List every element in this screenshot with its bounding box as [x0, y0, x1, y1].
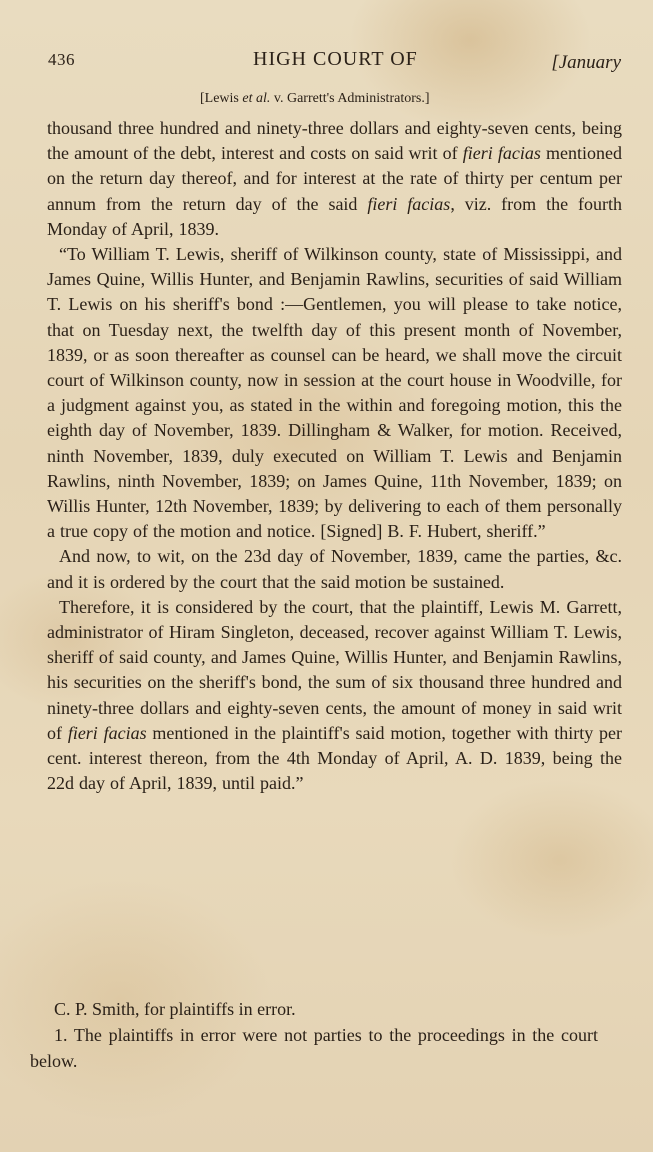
p4-text-c: mentioned in the plaintiff's said motion, together with thirty per cent. interest thereon, from the 4th Monday of April, A. D. 1839, being the 22d day of April, 1839, until paid.”: [47, 722, 623, 794]
p1-text-e: , viz. from the fourth Monday of April, 1839.: [47, 193, 622, 239]
counsel-line: C. P. Smith, for plaintiffs in error.: [54, 999, 296, 1019]
paragraph-3-order: And now, to wit, on the 23d day of November, 1839, came the parties, &c. and it is ordered by the court that the said motion be sustained.: [47, 546, 622, 592]
page-header: [48, 46, 623, 76]
caption-open: [Lewis: [200, 91, 243, 106]
p1-text-c: mentioned on the return day thereof, and for interest at the rate of thirty per centum per annum from the return day of the said: [47, 143, 622, 214]
p4-fieri-facias: fieri facias: [67, 722, 147, 743]
p4-text-a: Therefore, it is considered by the court, that the plaintiff, Lewis M. Garrett, administrator of Hiram Singleton, deceased, recover against William T. Lewis, sheriff of said county, and James Quine, Willis Hunter, and Benjamin Rawlins, his securities on the sheriff's bond, the sum of six thousand three hundred and ninety-three dollars and eighty-seven cents, the amount of money in said writ of: [47, 596, 622, 743]
p1-text-a: thousand three hundred and ninety-three dollars and eighty-seven cents, being the amount of the debt, interest and costs on said writ of: [47, 118, 622, 164]
page-number: 436: [48, 50, 75, 69]
paragraph-1: [47, 116, 622, 242]
p1-fieri-facias-1: fieri facias: [462, 143, 541, 164]
caption-et-al: et al.: [242, 91, 271, 106]
running-title: HIGH COURT OF: [253, 48, 418, 70]
paragraph-2-notice: “To William T. Lewis, sheriff of Wilkinson county, state of Mississippi, and James Quine, Willis Hunter, and Benjamin Rawlins, securities of said William T. Lewis on his sheriff's bond :—Gentlemen, you will please to take notice, that on Tuesday next, the twelfth day of this present month of November, 1839, or as soon thereafter as counsel can be heard, we shall move the circuit court of Wilkinson county, now in session at the court house in Woodville, for a judgment against you, as stated in the within and foregoing motion, this the eighth day of November, 1839. Dillingham & Walker, for motion. Received, ninth November, 1839, duly executed on William T. Lewis and Benjamin Rawlins, ninth November, 1839; on James Quine, 11th November, 1839; on Willis Hunter, 12th November, 1839; by delivering to each of them personally a true copy of the motion and notice. [Signed] B. F. Hubert, sheriff.”: [47, 244, 622, 542]
footnote-1: 1. The plaintiffs in error were not parties to the proceedings in the court below.: [30, 1025, 598, 1071]
page-footer: [30, 996, 598, 1074]
caption-rest: v. Garrett's Administrators.]: [270, 91, 430, 106]
header-month: [January: [551, 52, 621, 73]
paragraph-4-judgment: [47, 595, 622, 797]
case-caption: [200, 91, 429, 107]
p1-fieri-facias-2: fieri facias: [367, 193, 451, 214]
page-body: [47, 116, 622, 796]
